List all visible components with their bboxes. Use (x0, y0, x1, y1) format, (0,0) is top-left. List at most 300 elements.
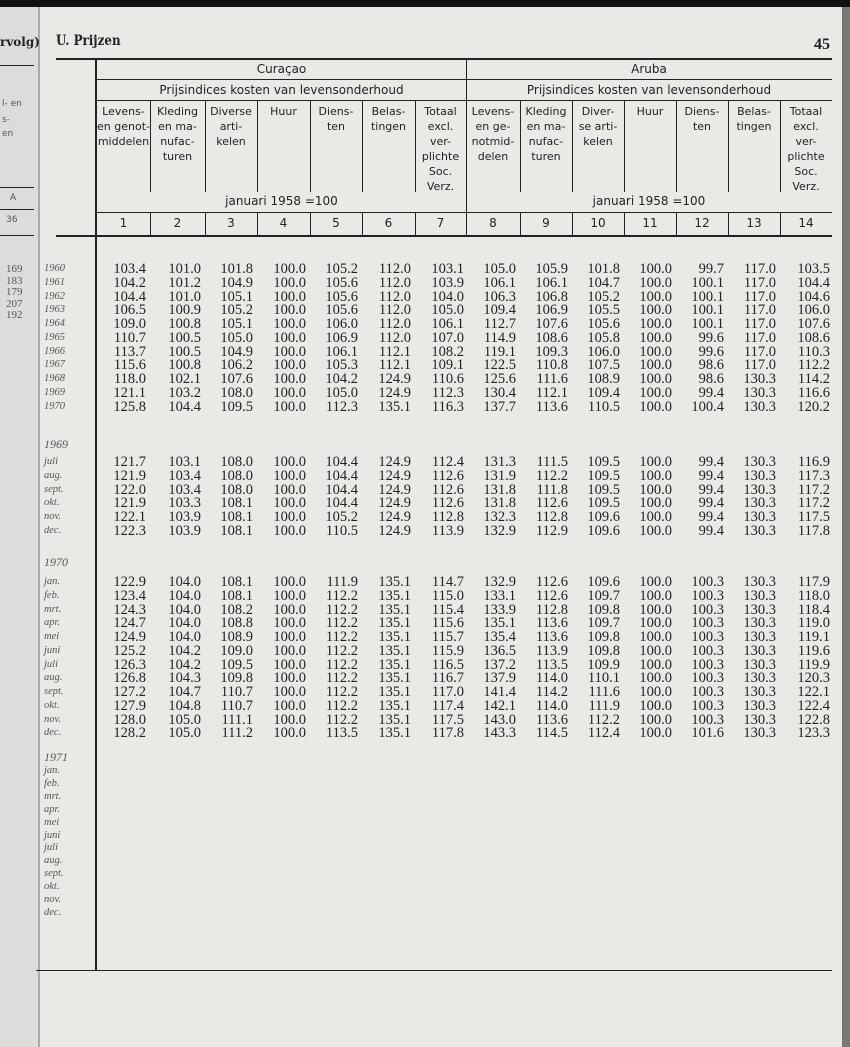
table-cell: 100.0 (639, 495, 672, 512)
table-cell: 130.3 (743, 495, 776, 512)
table-cell: 117.0 (743, 288, 776, 305)
table-cell: 113.6 (535, 615, 568, 632)
column-number: 8 (489, 216, 497, 230)
column-number: 13 (746, 216, 762, 230)
column-number: 14 (798, 216, 814, 230)
table-cell: 112.8 (431, 509, 464, 525)
table-cell: 100.0 (639, 629, 672, 645)
table-cell: 104.4 (168, 398, 201, 415)
scan-edge (0, 0, 850, 7)
table-cell: 117.0 (743, 302, 776, 319)
table-cell: 100.0 (639, 316, 672, 332)
table-cell: 117.0 (743, 274, 776, 291)
row-label: nov. (44, 894, 62, 905)
block-year-heading: 1971 (44, 750, 68, 764)
table-cell: 130.3 (743, 371, 776, 387)
table-cell: 115.4 (431, 601, 464, 618)
table-cell: 117.2 (797, 495, 830, 512)
table-cell: 130.3 (743, 509, 776, 525)
row-label: aug. (44, 672, 63, 684)
table-cell: 109.0 (220, 642, 253, 659)
row-label: apr. (44, 617, 61, 629)
previous-page-edge (0, 7, 40, 1047)
row-label: mei (44, 631, 60, 642)
table-cell: 112.7 (483, 316, 516, 332)
row-label: mrt. (44, 790, 62, 802)
table-cell: 104.0 (431, 288, 464, 305)
column-number: 4 (279, 216, 288, 230)
table-cell: 104.0 (168, 615, 201, 632)
table-cell: 122.0 (113, 481, 146, 498)
table-cell: 117.2 (797, 481, 830, 498)
table-cell: 114.2 (535, 684, 568, 700)
table-cell: 101.0 (168, 261, 201, 277)
table-cell: 100.0 (273, 601, 306, 618)
table-cell: 106.5 (113, 302, 146, 319)
table-cell: 102.1 (168, 371, 201, 387)
table-cell: 104.4 (797, 274, 830, 291)
row-label: apr. (44, 803, 61, 815)
table-cell: 136.5 (483, 642, 516, 659)
table-cell: 109.3 (535, 343, 568, 360)
table-cell: 112.6 (431, 481, 464, 498)
table-cell: 112.1 (378, 357, 411, 374)
table-cell: 111.2 (221, 725, 253, 742)
table-cell: 117.4 (431, 697, 464, 714)
table-cell: 118.4 (797, 601, 830, 618)
table-cell: 100.0 (273, 642, 306, 659)
table-cell: 100.0 (273, 384, 306, 401)
column-number: 9 (542, 216, 550, 230)
prev-page-header: rvolg) (0, 35, 40, 49)
table-cell: 100.4 (691, 398, 724, 415)
table-cell: 114.5 (535, 725, 568, 742)
table-cell: 117.3 (797, 467, 830, 484)
row-label: aug. (44, 469, 63, 481)
base-period: januari 1958 =100 (592, 194, 706, 208)
row-label: okt. (44, 881, 60, 893)
table-cell: 100.0 (273, 522, 306, 539)
row-label: juli (44, 658, 59, 670)
table-cell: 100.0 (273, 302, 306, 319)
table-cell: 109.1 (431, 357, 464, 374)
table-cell: 108.8 (220, 615, 253, 632)
table-cell: 112.2 (535, 467, 568, 484)
table-cell: 105.2 (325, 261, 358, 277)
table-cell: 114.7 (431, 574, 464, 590)
table-cell: 100.0 (273, 288, 306, 305)
table-cell: 100.3 (691, 670, 724, 687)
region-name: Aruba (631, 62, 667, 76)
column-number: 10 (590, 216, 606, 230)
column-header: Totaal excl. ver- plichte Soc. Verz. (787, 105, 825, 193)
table-cell: 114.2 (797, 371, 830, 387)
row-label: 1967 (44, 359, 65, 371)
table-cell: 108.1 (220, 574, 253, 590)
table-cell: 100.0 (639, 522, 672, 539)
table-cell: 130.3 (743, 615, 776, 632)
table-cell: 101.8 (587, 261, 620, 277)
table-cell: 103.9 (168, 522, 201, 539)
table-cell: 125.6 (483, 371, 516, 387)
table-cell: 137.2 (483, 656, 516, 673)
table-cell: 103.2 (168, 384, 201, 401)
table-cell: 100.0 (639, 467, 672, 484)
table-cell: 100.0 (639, 329, 672, 346)
table-cell: 104.8 (168, 697, 201, 714)
prev-page-value: 179 (6, 286, 23, 298)
table-cell: 122.8 (797, 711, 830, 728)
table-cell: 105.5 (587, 302, 620, 319)
table-cell: 112.2 (325, 697, 358, 714)
table-cell: 132.9 (483, 522, 516, 539)
row-label: mei (44, 816, 60, 828)
table-cell: 113.7 (113, 343, 146, 360)
table-cell: 110.7 (113, 329, 146, 346)
row-label: juni (44, 829, 61, 841)
table-cell: 131.3 (483, 454, 516, 470)
table-cell: 112.2 (325, 587, 358, 604)
table-cell: 115.7 (431, 629, 464, 645)
table-cell: 114.0 (535, 670, 568, 687)
table-cell: 122.9 (113, 574, 146, 590)
table-cell: 112.2 (325, 629, 358, 645)
table-cell: 143.3 (483, 725, 516, 742)
table-cell: 100.0 (273, 481, 306, 498)
table-cell: 130.3 (743, 642, 776, 659)
block-year-heading: 1969 (44, 437, 68, 451)
table-cell: 100.0 (639, 697, 672, 714)
table-cell: 100.0 (639, 288, 672, 305)
table-cell: 104.4 (325, 454, 358, 470)
table-cell: 124.9 (113, 629, 146, 645)
table-cell: 130.3 (743, 587, 776, 604)
row-label: sept. (44, 483, 64, 495)
table-cell: 106.1 (431, 316, 464, 332)
table-cell: 99.4 (698, 495, 724, 512)
base-rule (97, 212, 832, 213)
table-cell: 113.6 (535, 711, 568, 728)
table-cell: 100.1 (691, 274, 724, 291)
table-cell: 108.2 (220, 601, 253, 618)
table-cell: 124.9 (378, 495, 411, 512)
table-cell: 107.0 (431, 329, 464, 346)
table-cell: 105.6 (587, 316, 620, 332)
table-cell: 112.2 (325, 656, 358, 673)
table-cell: 109.6 (587, 509, 620, 525)
table-cell: 130.3 (743, 467, 776, 484)
table-cell: 113.6 (535, 398, 568, 415)
table-cell: 106.0 (587, 343, 620, 360)
table-cell: 109.4 (483, 302, 516, 319)
table-cell: 107.6 (535, 316, 568, 332)
table-cell: 109.0 (113, 316, 146, 332)
table-cell: 120.2 (797, 398, 830, 415)
table-cell: 108.1 (220, 495, 253, 512)
table-cell: 110.6 (431, 371, 464, 387)
table-cell: 106.1 (325, 343, 358, 360)
table-cell: 106.0 (797, 302, 830, 319)
table-cell: 114.9 (483, 329, 516, 346)
table-cell: 105.2 (220, 302, 253, 319)
table-cell: 100.0 (273, 615, 306, 632)
subtitle-rule (97, 100, 832, 101)
row-label: 1968 (44, 373, 65, 384)
table-cell: 104.2 (113, 274, 146, 291)
table-cell: 105.0 (220, 329, 253, 346)
row-label: 1970 (44, 400, 65, 412)
table-cell: 100.3 (691, 615, 724, 632)
table-cell: 100.3 (691, 574, 724, 590)
table-cell: 108.6 (535, 329, 568, 346)
table-cell: 106.3 (483, 288, 516, 305)
table-cell: 114.0 (535, 697, 568, 714)
column-header: Huur (270, 105, 297, 118)
table-cell: 108.1 (220, 522, 253, 539)
table-cell: 111.1 (221, 711, 253, 728)
table-cell: 130.3 (743, 725, 776, 742)
table-cell: 99.4 (698, 467, 724, 484)
column-header: Levens- en genot- middelen (97, 105, 150, 148)
column-header: Levens- en ge- notmid- delen (471, 105, 515, 163)
table-cell: 124.9 (378, 509, 411, 525)
base-period: januari 1958 =100 (225, 194, 338, 208)
row-label: nov. (44, 511, 62, 522)
column-header: Kleding en ma- nufac- turen (156, 105, 199, 163)
column-header: Kleding en ma- nufac- turen (525, 105, 567, 163)
table-cell: 112.3 (431, 384, 464, 401)
table-cell: 135.1 (378, 725, 411, 742)
table-cell: 130.3 (743, 697, 776, 714)
table-cell: 104.4 (325, 467, 358, 484)
block-year-heading: 1970 (44, 555, 68, 569)
table-cell: 125.8 (113, 398, 146, 415)
table-cell: 113.6 (535, 629, 568, 645)
row-label: 1964 (44, 318, 65, 329)
table-cell: 117.8 (431, 725, 464, 742)
table-cell: 117.0 (743, 343, 776, 360)
table-cell: 110.7 (220, 684, 253, 700)
table-cell: 124.7 (113, 615, 146, 632)
row-label: okt. (44, 497, 60, 509)
table-cell: 122.1 (797, 684, 830, 700)
table-cell: 122.3 (113, 522, 146, 539)
table-cell: 130.3 (743, 670, 776, 687)
table-cell: 103.1 (431, 261, 464, 277)
table-cell: 116.7 (431, 670, 464, 687)
prev-page-value: 169 (6, 263, 23, 275)
table-cell: 121.1 (113, 384, 146, 401)
table-cell: 112.8 (535, 509, 568, 525)
table-cell: 112.2 (797, 357, 830, 374)
table-cell: 130.3 (743, 522, 776, 539)
table-cell: 100.0 (273, 316, 306, 332)
row-label: okt. (44, 699, 60, 711)
table-cell: 135.1 (378, 670, 411, 687)
table-bottom-rule (36, 970, 832, 971)
table-cell: 119.9 (797, 656, 830, 673)
table-cell: 100.0 (273, 656, 306, 673)
table-cell: 111.8 (536, 481, 568, 498)
table-cell: 112.0 (378, 288, 411, 305)
table-cell: 108.9 (587, 371, 620, 387)
prev-page-value: 183 (6, 274, 23, 287)
table-cell: 112.2 (325, 684, 358, 700)
table-cell: 105.0 (168, 725, 201, 742)
table-cell: 125.2 (113, 642, 146, 659)
table-cell: 100.0 (639, 481, 672, 498)
table-cell: 103.4 (113, 261, 146, 277)
table-cell: 112.2 (325, 615, 358, 632)
table-cell: 135.1 (378, 615, 411, 632)
prev-page-value: 207 (6, 297, 23, 310)
row-label: sept. (44, 868, 64, 880)
table-cell: 109.5 (587, 454, 620, 470)
table-cell: 109.5 (587, 467, 620, 484)
table-cell: 101.6 (691, 725, 724, 742)
table-cell: 117.5 (431, 711, 464, 728)
row-label: 1969 (44, 386, 65, 398)
table-cell: 126.8 (113, 670, 146, 687)
table-cell: 100.3 (691, 601, 724, 618)
table-cell: 124.9 (378, 454, 411, 470)
table-cell: 105.3 (325, 357, 358, 374)
table-cell: 104.2 (168, 642, 201, 659)
table-cell: 109.6 (587, 574, 620, 590)
table-cell: 99.4 (698, 481, 724, 498)
table-cell: 135.1 (378, 656, 411, 673)
prev-page-text: s- (2, 115, 10, 125)
table-cell: 132.9 (483, 574, 516, 590)
table-cell: 100.3 (691, 711, 724, 728)
table-cell: 101.0 (168, 288, 201, 305)
row-label: aug. (44, 855, 63, 867)
table-cell: 100.0 (273, 574, 306, 590)
table-cell: 124.9 (378, 384, 411, 401)
column-header: Huur (636, 105, 664, 118)
table-cell: 108.6 (797, 329, 830, 346)
page-edge (842, 7, 850, 1047)
table-cell: 109.5 (587, 481, 620, 498)
table-cell: 100.0 (639, 725, 672, 742)
table-cell: 100.8 (168, 357, 201, 374)
table-cell: 112.6 (535, 495, 568, 512)
table-cell: 124.9 (378, 467, 411, 484)
table-cell: 112.1 (378, 343, 411, 360)
table-cell: 130.3 (743, 684, 776, 700)
table-cell: 104.2 (325, 371, 358, 387)
table-cell: 108.0 (220, 454, 253, 470)
table-cell: 100.8 (168, 316, 201, 332)
table-cell: 105.1 (220, 288, 253, 305)
table-cell: 135.1 (378, 587, 411, 604)
table-cell: 100.3 (691, 656, 724, 673)
table-cell: 100.3 (691, 684, 724, 700)
table-cell: 127.9 (113, 697, 146, 714)
table-cell: 99.4 (698, 454, 724, 470)
table-cell: 112.2 (325, 711, 358, 728)
table-cell: 108.0 (220, 384, 253, 401)
table-cell: 105.8 (587, 329, 620, 346)
row-label: mrt. (44, 603, 62, 615)
row-label: 1965 (44, 331, 65, 343)
table-cell: 131.8 (483, 495, 516, 512)
table-cell: 100.0 (639, 642, 672, 659)
table-cell: 103.1 (168, 454, 201, 470)
table-cell: 135.1 (378, 642, 411, 659)
header-bottom-rule (56, 235, 832, 237)
row-label: 1962 (44, 290, 65, 302)
column-header: Diver- se arti- kelen (578, 105, 618, 148)
table-cell: 128.2 (113, 725, 146, 742)
table-cell: 100.0 (639, 615, 672, 632)
table-cell: 130.4 (483, 384, 516, 401)
table-cell: 119.6 (797, 642, 830, 659)
table-cell: 99.6 (698, 343, 724, 360)
table-cell: 100.0 (639, 274, 672, 291)
column-number: 1 (119, 216, 128, 230)
table-cell: 141.4 (483, 684, 516, 700)
table-cell: 115.0 (431, 587, 464, 604)
column-number: 3 (227, 216, 235, 230)
table-cell: 100.0 (273, 711, 306, 728)
table-cell: 130.3 (743, 656, 776, 673)
table-cell: 121.9 (113, 495, 146, 512)
table-cell: 109.8 (587, 642, 620, 659)
column-header: Belas- tingen (370, 105, 407, 133)
table-cell: 112.2 (325, 601, 358, 618)
row-label: dec. (44, 727, 62, 739)
table-cell: 105.6 (325, 274, 358, 291)
table-cell: 106.0 (325, 316, 358, 332)
table-cell: 104.4 (325, 495, 358, 512)
table-cell: 105.6 (325, 288, 358, 305)
table-cell: 135.1 (378, 684, 411, 700)
table-cell: 100.1 (691, 288, 724, 305)
table-cell: 100.0 (639, 574, 672, 590)
table-cell: 112.4 (431, 454, 464, 470)
table-cell: 130.3 (743, 629, 776, 645)
table-cell: 104.9 (220, 274, 253, 291)
table-cell: 104.6 (797, 288, 830, 305)
table-cell: 100.0 (273, 684, 306, 700)
table-cell: 120.3 (797, 670, 830, 687)
table-cell: 137.7 (483, 398, 516, 415)
table-cell: 112.8 (535, 601, 568, 618)
table-cell: 127.2 (113, 684, 146, 700)
table-cell: 103.9 (168, 509, 201, 525)
table-cell: 123.3 (797, 725, 830, 742)
table-cell: 100.0 (639, 601, 672, 618)
table-cell: 100.0 (639, 302, 672, 319)
table-cell: 111.6 (536, 371, 568, 387)
table-top-rule (56, 58, 832, 60)
table-cell: 109.6 (587, 522, 620, 539)
row-label: jan. (44, 576, 61, 587)
table-cell: 135.1 (378, 711, 411, 728)
table-cell: 100.0 (273, 587, 306, 604)
table-cell: 124.9 (378, 481, 411, 498)
row-label: jan. (44, 765, 61, 776)
column-header: Diverse arti- kelen (210, 105, 252, 148)
table-cell: 131.8 (483, 481, 516, 498)
table-cell: 100.0 (273, 454, 306, 470)
table-cell: 135.1 (378, 697, 411, 714)
table-cell: 107.6 (797, 316, 830, 332)
table-cell: 124.9 (378, 522, 411, 539)
table-cell: 99.7 (698, 261, 724, 277)
table-cell: 111.5 (536, 454, 568, 470)
